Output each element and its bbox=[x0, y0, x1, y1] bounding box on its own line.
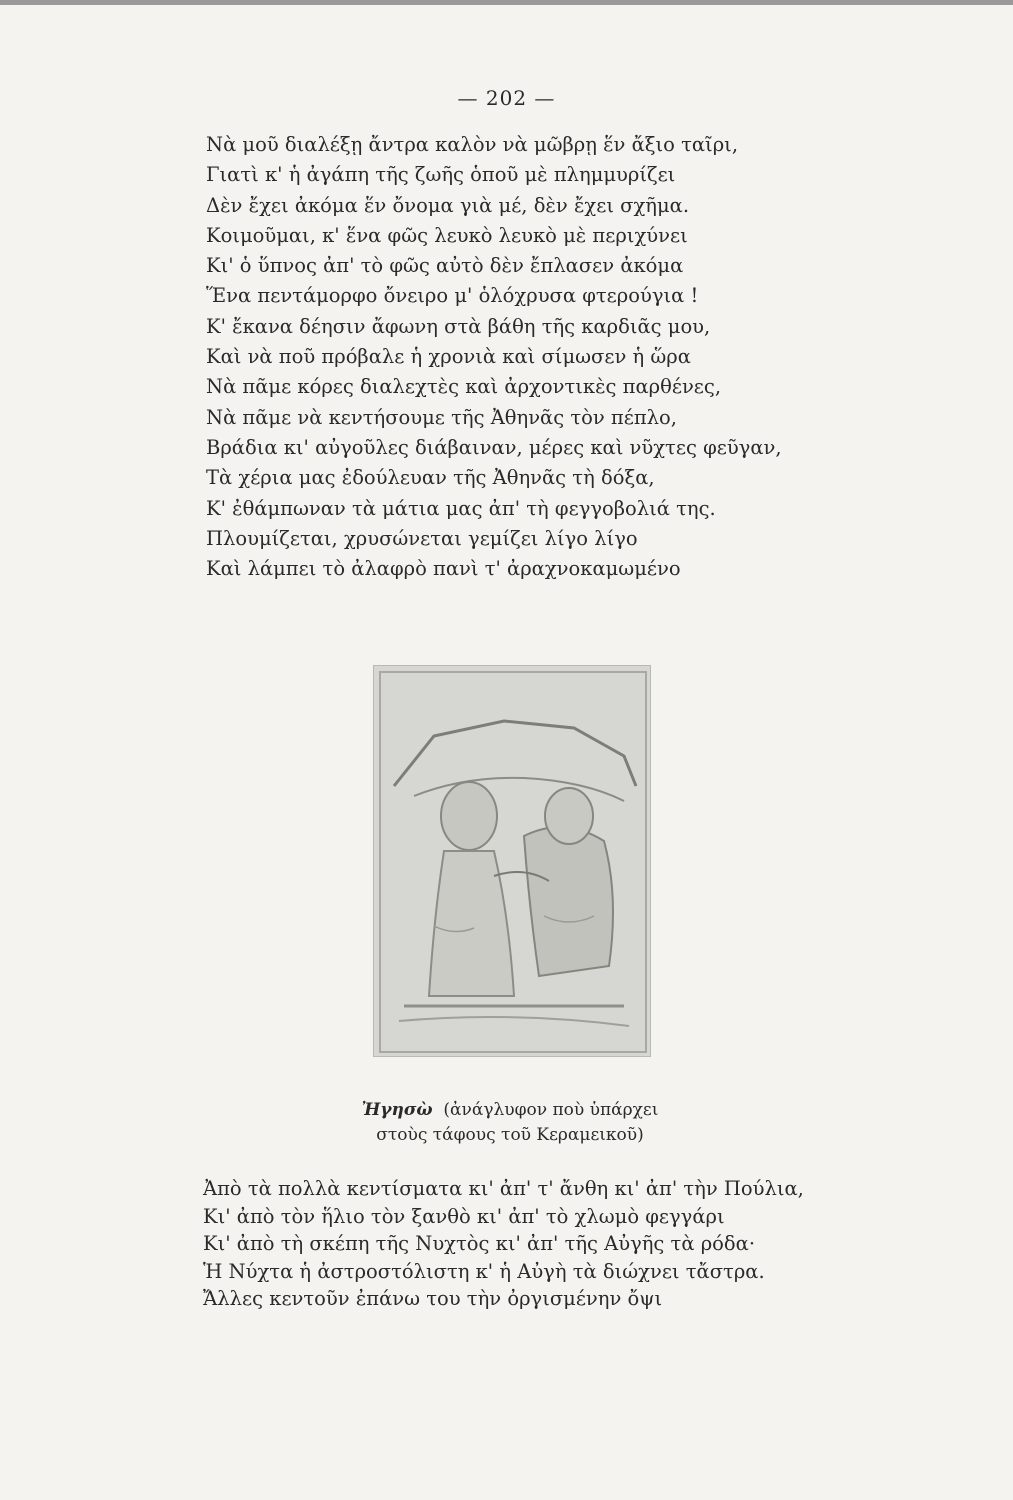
poem-line: Κ' ἐθάμπωναν τὰ μάτια μας ἀπ' τὴ φεγγοβολιά της. bbox=[206, 496, 716, 520]
page-edge-line bbox=[0, 0, 1013, 5]
caption-name: Ἠγησὼ bbox=[361, 1100, 433, 1120]
poem-line: Ἄλλες κεντοῦν ἐπάνω του τὴν ὀργισμένην ὄψι bbox=[203, 1287, 663, 1311]
poem-line: Ἡ Νύχτα ἡ ἀστροστόλιστη κ' ἡ Αὐγὴ τὰ διώχνει τἄστρα. bbox=[203, 1259, 765, 1283]
figure-caption bbox=[300, 1098, 720, 1148]
poem-line: Ἀπὸ τὰ πολλὰ κεντίσματα κι' ἀπ' τ' ἄνθη κι' ἀπ' τὴν Πούλια, bbox=[203, 1177, 804, 1200]
poem-line: Τὰ χέρια μας ἐδούλευαν τῆς Ἀθηνᾶς τὴ δόξα, bbox=[206, 466, 655, 490]
poem-line: Καὶ νὰ ποῦ πρόβαλε ἡ χρονιὰ καὶ σίμωσεν ἡ ὥρα bbox=[206, 345, 691, 369]
poem-stanza-bottom bbox=[203, 1175, 804, 1313]
page-number: — 202 — bbox=[457, 86, 556, 110]
poem-line: Κοιμοῦμαι, κ' ἕνα φῶς λευκὸ λευκὸ μὲ περιχύνει bbox=[206, 223, 688, 247]
poem-line: Κι' ἀπὸ τὴ σκέπη τῆς Νυχτὸς κι' ἀπ' τῆς Αὐγῆς τὰ ρόδα· bbox=[203, 1232, 756, 1256]
poem-line: Ἕνα πεντάμορφο ὄνειρο μ' ὁλόχρυσα φτερούγια ! bbox=[206, 284, 699, 308]
poem-line: Νὰ πᾶμε νὰ κεντήσουμε τῆς Ἀθηνᾶς τὸν πέπλο, bbox=[206, 405, 677, 429]
poem-line: Πλουμίζεται, χρυσώνεται γεμίζει λίγο λίγο bbox=[206, 526, 638, 550]
relief-illustration bbox=[373, 665, 651, 1057]
poem-line: Δὲν ἔχει ἀκόμα ἕν ὄνομα γιὰ μέ, δὲν ἔχει σχῆμα. bbox=[206, 193, 690, 217]
poem-line: Νὰ μοῦ διαλέξῃ ἄντρα καλὸν νὰ μῶβρῃ ἕν ἄξιο ταῖρι, bbox=[206, 133, 739, 156]
caption-line-1: (ἀνάγλυφον ποὺ ὑπάρχει bbox=[443, 1100, 659, 1120]
poem-line: Γιατὶ κ' ἡ ἀγάπη τῆς ζωῆς ὁποῦ μὲ πλημμυρίζει bbox=[206, 163, 676, 187]
poem-line: Κ' ἔκανα δέησιν ἄφωνη στὰ βάθη τῆς καρδιᾶς μου, bbox=[206, 314, 711, 338]
poem-line: Καὶ λάμπει τὸ ἀλαφρὸ πανὶ τ' ἀραχνοκαμωμένο bbox=[206, 557, 681, 581]
poem-line: Βράδια κι' αὐγοῦλες διάβαιναν, μέρες καὶ νῦχτες φεῦγαν, bbox=[206, 435, 782, 459]
poem-line: Κι' ὁ ὕπνος ἀπ' τὸ φῶς αὐτὸ δὲν ἔπλασεν ἀκόμα bbox=[206, 254, 684, 278]
poem-stanza-top bbox=[206, 130, 782, 584]
poem-line: Νὰ πᾶμε κόρες διαλεχτὲς καὶ ἀρχοντικὲς παρθένες, bbox=[206, 375, 722, 399]
poem-line: Κι' ἀπὸ τὸν ἥλιο τὸν ξανθὸ κι' ἀπ' τὸ χλωμὸ φεγγάρι bbox=[203, 1204, 725, 1228]
caption-line-2: στοὺς τάφους τοῦ Κεραμεικοῦ) bbox=[376, 1125, 644, 1145]
